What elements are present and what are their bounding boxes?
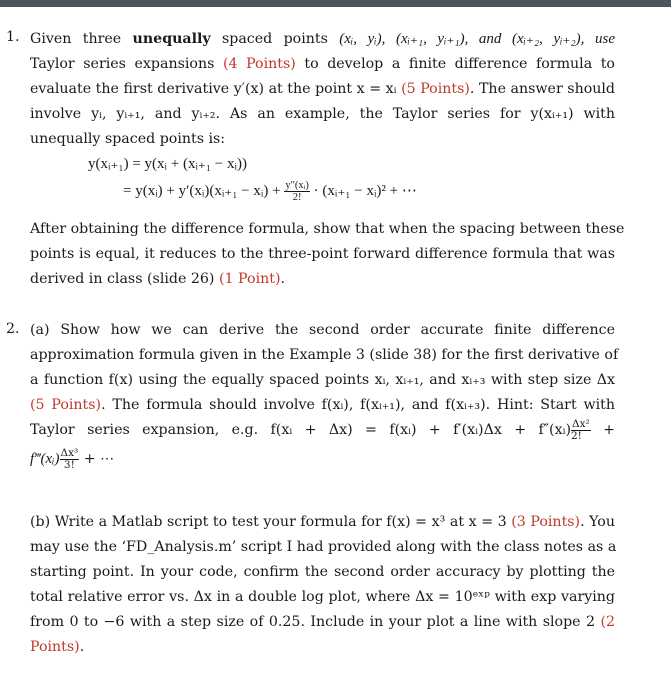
q2b-line-4 bbox=[30, 585, 615, 610]
text: starting point. In your code, confirm the second order accuracy by plotting the bbox=[30, 564, 615, 580]
text: evaluate the first derivative y′(x) at the point x = xᵢ bbox=[30, 81, 402, 97]
fraction-numerator: Δx³ bbox=[60, 446, 79, 459]
text: . The formula should involve f(xᵢ), f(xᵢ₊₁), and f(xᵢ₊₃). Hint: Start with bbox=[101, 397, 615, 413]
text: Taylor series expansions bbox=[30, 56, 223, 72]
points-label: (5 Points) bbox=[30, 397, 102, 413]
text: approximation formula given in the Example 3 (slide 38) for the first derivative of bbox=[30, 347, 619, 363]
text: to develop a finite difference formula to bbox=[295, 56, 615, 72]
q2a-line-2 bbox=[30, 343, 619, 368]
q1-line-6 bbox=[30, 217, 625, 242]
text: (b) Write a Matlab script to test your formula for f(x) = x³ at x = 3 bbox=[30, 514, 512, 530]
q1-line-5 bbox=[30, 127, 615, 152]
fraction-numerator: Δx² bbox=[571, 417, 590, 430]
q1-line-8 bbox=[30, 267, 615, 292]
q2b-line-1 bbox=[30, 510, 615, 535]
q2b-line-2 bbox=[30, 535, 615, 560]
points-label: (2 bbox=[600, 614, 615, 630]
math-text: f‴(xᵢ) bbox=[30, 451, 60, 467]
equation-line-1: y(xᵢ₊₁) = y(xᵢ + (xᵢ₊₁ − xᵢ)) bbox=[88, 156, 247, 172]
q2a-line-1 bbox=[30, 318, 615, 343]
text: + bbox=[603, 422, 615, 438]
fraction bbox=[284, 180, 310, 203]
q1-line-4 bbox=[30, 102, 615, 127]
q2a-line-3 bbox=[30, 368, 615, 393]
text: (a) Show how we can derive the second order accurate finite difference bbox=[30, 322, 615, 338]
fraction bbox=[60, 448, 80, 471]
text: . You bbox=[580, 514, 615, 530]
q2a-line-6 bbox=[30, 447, 615, 472]
top-bar bbox=[0, 0, 671, 7]
text: spaced points bbox=[210, 31, 340, 47]
fraction-numerator: y″(xᵢ) bbox=[285, 180, 309, 191]
text: Given three bbox=[30, 31, 133, 47]
text: + ⋯ bbox=[79, 451, 115, 467]
points-label: (1 Point) bbox=[218, 271, 281, 287]
fraction bbox=[571, 419, 591, 442]
question-number: 1. bbox=[6, 29, 20, 45]
q1-line-3 bbox=[30, 77, 615, 102]
equation-text: = y(xᵢ) + y′(xᵢ)(xᵢ₊₁ − xᵢ) + bbox=[123, 182, 281, 199]
text: may use the ‘FD_Analysis.m’ script I had provided along with the class notes as a bbox=[30, 539, 617, 555]
text: . bbox=[79, 639, 85, 655]
text: from 0 to −6 with a step size of 0.25. Include in your plot a line with slope 2 bbox=[30, 614, 601, 630]
text: Taylor series expansion, e.g. f(xᵢ + Δx) = f(xᵢ) + f′(xᵢ)Δx + f″(xᵢ) bbox=[30, 422, 571, 438]
fraction-denominator: 2! bbox=[570, 429, 582, 442]
question-number: 2. bbox=[6, 321, 20, 337]
text: derived in class (slide 26) bbox=[30, 271, 219, 287]
points-label: (5 Points) bbox=[401, 81, 470, 97]
points-label: Points) bbox=[30, 639, 80, 655]
text: total relative error vs. Δx in a double log plot, where Δx = 10ᵉˣᵖ with exp varying bbox=[30, 589, 615, 605]
text: a function f(x) using the equally spaced points xᵢ, xᵢ₊₁, and xᵢ₊₃ with step size Δx bbox=[30, 372, 615, 388]
q1-line-1 bbox=[30, 27, 615, 52]
q2a-line-5 bbox=[30, 418, 615, 443]
document-page bbox=[0, 7, 671, 690]
q2a-line-4 bbox=[30, 393, 615, 418]
points-label: (3 Points) bbox=[511, 514, 581, 530]
q2b-line-6 bbox=[30, 635, 615, 660]
equation-line-2 bbox=[123, 180, 417, 203]
q1-line-7 bbox=[30, 242, 615, 267]
bold-text: unequally bbox=[132, 31, 211, 47]
text: . bbox=[280, 271, 285, 287]
text: involve yᵢ, yᵢ₊₁, and yᵢ₊₂. As an example, the Taylor series for y(xᵢ₊₁) with bbox=[30, 106, 615, 122]
math-points: (xᵢ, yᵢ), (xᵢ₊₁, yᵢ₊₁), and (xᵢ₊₂, yᵢ₊₂), use bbox=[339, 31, 615, 47]
fraction-denominator: 2! bbox=[292, 192, 302, 203]
q2b-line-3 bbox=[30, 560, 615, 585]
text: . The answer should bbox=[469, 81, 616, 97]
q2b-line-5 bbox=[30, 610, 615, 635]
q1-line-2 bbox=[30, 52, 615, 77]
text: points is equal, it reduces to the three-point forward difference formula that was bbox=[30, 246, 615, 262]
equation-text: · (xᵢ₊₁ − xᵢ)² + ⋯ bbox=[313, 182, 417, 199]
text: After obtaining the difference formula, show that when the spacing between these bbox=[30, 221, 625, 237]
fraction-denominator: 3! bbox=[63, 458, 75, 471]
points-label: (4 Points) bbox=[222, 56, 296, 72]
text: unequally spaced points is: bbox=[30, 131, 226, 147]
